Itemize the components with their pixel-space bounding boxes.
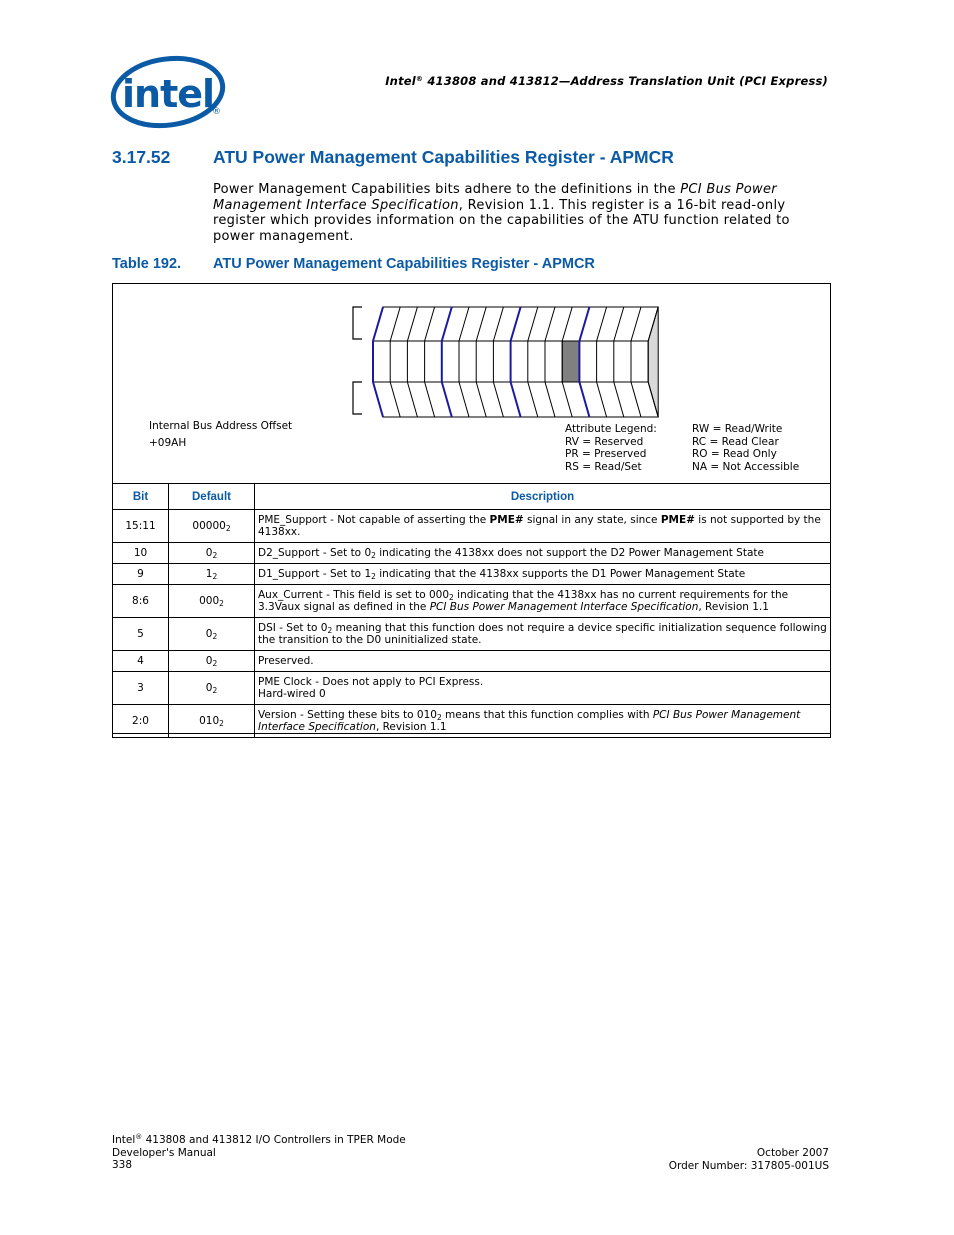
desc-signal: PME#	[660, 513, 695, 526]
table-row	[113, 585, 831, 618]
cell-description	[255, 672, 831, 705]
legend-pr: PR = Preserved	[565, 448, 647, 461]
radix: 2	[212, 551, 218, 560]
desc-text: DSI - Set to 0	[258, 621, 328, 634]
footer-date: October 2007	[756, 1147, 829, 1159]
legend-rs: RS = Read/Set	[565, 460, 642, 473]
legend-na: NA = Not Accessible	[692, 460, 800, 473]
intro-spec-title: PCI Bus Power Management Interface Specification	[213, 182, 777, 213]
bit-cell-shaded	[562, 341, 579, 382]
attribute-legend-left	[565, 423, 657, 473]
cell-default	[169, 651, 255, 672]
footer-registered: ®	[135, 1133, 143, 1141]
default-value: 0	[205, 628, 213, 640]
section-title: ATU Power Management Capabilities Register - APMCR	[213, 147, 674, 167]
desc-text: Preserved.	[258, 654, 314, 667]
desc-text: D2_Support - Set to 0	[258, 546, 372, 559]
radix: 2	[219, 599, 224, 608]
default-value: 0	[205, 547, 213, 559]
cell-default	[169, 543, 255, 564]
bit-cells	[373, 307, 658, 417]
legend-rw: RW = Read/Write	[692, 423, 783, 435]
desc-text: Aux_Current - This field is set to 000	[258, 588, 450, 601]
cell-bit: 4	[113, 651, 169, 672]
default-value: 0	[205, 682, 213, 694]
cell-description	[255, 543, 831, 564]
cell-default	[169, 510, 255, 543]
desc-text: meaning that this function does not require a device specific initialization sequence following the transition to the D0 uninitialized state.	[258, 621, 827, 646]
radix: 2	[371, 571, 376, 581]
radix: 2	[371, 550, 376, 560]
cell-default	[169, 705, 255, 738]
cell-description	[255, 585, 831, 618]
footer-order-number: Order Number: 317805-001US	[668, 1159, 829, 1172]
desc-text: , Revision 1.1	[698, 601, 769, 613]
footer-product-name: 413808 and 413812 I/O Controllers in TPER Mode	[142, 1134, 406, 1146]
table-header-row	[113, 484, 831, 510]
intro-text-rest: , Revision 1.1. This register is a 16-bit read-only register which provides information on the capabilities of the ATU function related to power management.	[213, 197, 790, 244]
column-default: Default	[169, 484, 255, 510]
desc-text: PME Clock - Does not apply to PCI Express.	[258, 675, 484, 688]
footer-right	[600, 1147, 829, 1172]
register-bit-diagram	[0, 0, 954, 480]
legend-rv: RV = Reserved	[565, 435, 644, 448]
header-brand: Intel	[385, 74, 416, 88]
table-row	[113, 510, 831, 543]
page-number: 338	[112, 1159, 133, 1172]
desc-text: Hard-wired 0	[258, 688, 326, 700]
cell-description	[255, 651, 831, 672]
cell-bit: 9	[113, 564, 169, 585]
desc-text: indicating that the 4138xx has no current requirements for the 3.3Vaux signal as defined in the	[258, 588, 789, 613]
radix: 2	[212, 659, 218, 668]
table-row	[113, 618, 831, 651]
default-value: 000	[199, 595, 220, 607]
cell-description	[255, 705, 831, 738]
radix: 2	[436, 712, 442, 722]
table-row	[113, 564, 831, 585]
legend-ro: RO = Read Only	[692, 448, 777, 461]
cell-description	[255, 618, 831, 651]
header-registered: ®	[415, 75, 424, 83]
header-title: 413808 and 413812—Address Translation Unit (PCI Express)	[427, 74, 828, 88]
cell-default	[169, 672, 255, 705]
table-row	[113, 543, 831, 564]
desc-text: indicating that the 4138xx supports the D1 Power Management State	[375, 567, 746, 580]
table-title: ATU Power Management Capabilities Register - APMCR	[213, 256, 595, 272]
cell-description	[255, 510, 831, 543]
table-row	[113, 651, 831, 672]
cell-default	[169, 564, 255, 585]
svg-text:intel: intel	[122, 72, 215, 116]
radix: 2	[219, 719, 224, 728]
radix: 2	[327, 625, 333, 635]
top-bracket	[353, 307, 362, 339]
cell-description	[255, 564, 831, 585]
table-row	[113, 672, 831, 705]
intro-text: Power Management Capabilities bits adhere to the definitions in the	[213, 182, 681, 197]
attribute-legend-right	[692, 423, 799, 473]
section-number: 3.17.52	[112, 147, 171, 167]
cell-default	[169, 618, 255, 651]
cell-bit: 2:0	[113, 705, 169, 738]
footer-brand: Intel	[112, 1134, 136, 1146]
desc-text: Version - Setting these bits to 010	[258, 708, 437, 721]
radix: 2	[212, 686, 218, 695]
desc-text: signal in any state, since	[523, 513, 661, 526]
cell-bit: 8:6	[113, 585, 169, 618]
legend-rc: RC = Read Clear	[692, 435, 779, 448]
column-description: Description	[255, 484, 831, 510]
default-value: 00000	[192, 520, 226, 532]
cell-bit: 15:11	[113, 510, 169, 543]
legend-title: Attribute Legend:	[565, 423, 657, 435]
desc-text: , Revision 1.1	[375, 721, 447, 733]
radix: 2	[225, 524, 231, 533]
radix: 2	[212, 632, 218, 641]
svg-text:®: ®	[212, 107, 221, 117]
cell-bit: 5	[113, 618, 169, 651]
desc-text: is not supported by the 4138xx.	[258, 513, 821, 538]
default-value: 0	[205, 655, 213, 667]
radix: 2	[449, 592, 454, 602]
cell-bit: 3	[113, 672, 169, 705]
register-fields-table	[112, 483, 831, 738]
footer-doc-type: Developer's Manual	[112, 1146, 216, 1159]
radix: 2	[212, 572, 218, 581]
desc-signal: PME#	[489, 513, 524, 526]
column-bit: Bit	[113, 484, 169, 510]
offset-value: +09AH	[149, 437, 187, 449]
desc-text: means that this function complies with	[441, 708, 653, 721]
default-value: 010	[199, 715, 220, 727]
table-row	[113, 705, 831, 738]
desc-spec-title: PCI Bus Power Management Interface Specification	[429, 601, 699, 613]
footer-left	[112, 1134, 406, 1172]
cell-default	[169, 585, 255, 618]
desc-spec-title: PCI Bus Power Management Interface Specification	[258, 708, 801, 733]
desc-text: indicating the 4138xx does not support the D2 Power Management State	[375, 546, 764, 559]
cell-bit: 10	[113, 543, 169, 564]
desc-text: D1_Support - Set to 1	[258, 567, 372, 580]
bottom-bracket	[353, 382, 362, 414]
desc-text: PME_Support - Not capable of asserting the	[258, 513, 490, 526]
default-value: 1	[205, 568, 213, 580]
offset-label: Internal Bus Address Offset	[149, 420, 293, 432]
footer-product	[112, 1134, 406, 1147]
table-number: Table 192.	[112, 256, 182, 272]
